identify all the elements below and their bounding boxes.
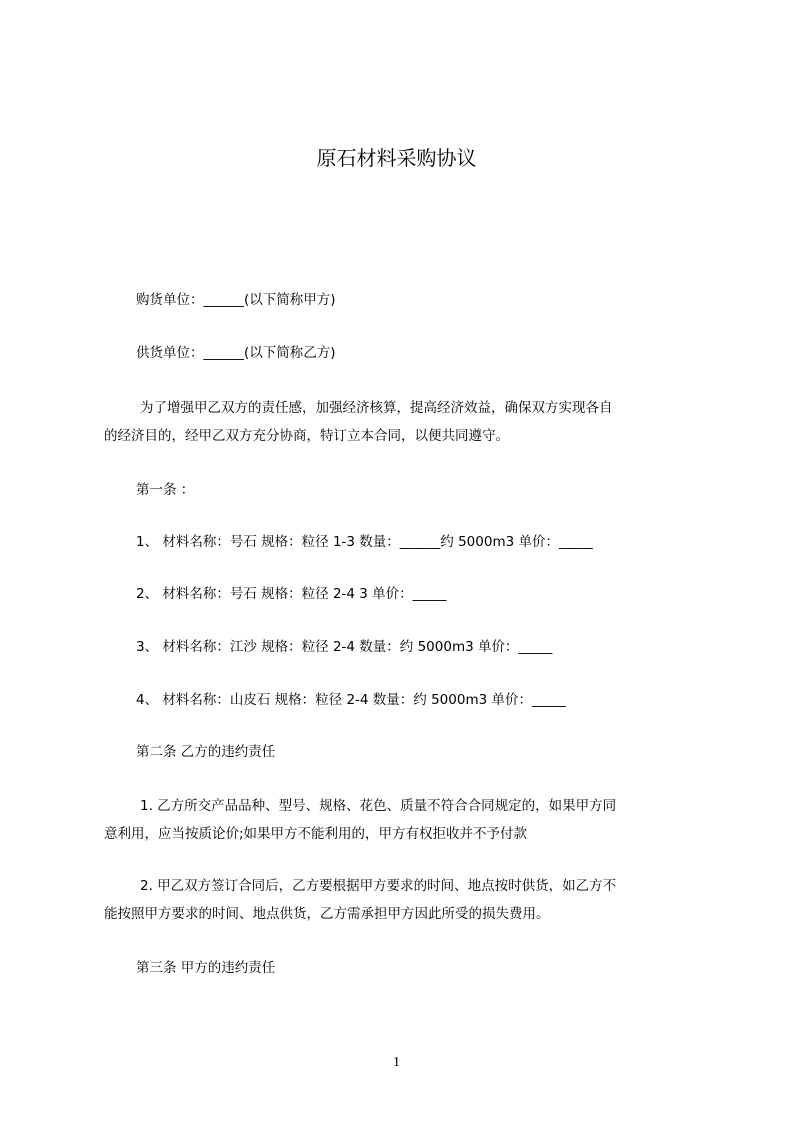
document-title: 原石材料采购协议 (316, 146, 477, 170)
supplier-line: 供货单位：______(以下简称乙方) (136, 345, 336, 361)
page-number: 1 (393, 1055, 400, 1070)
article-1-heading: 第一条 ： (136, 482, 195, 498)
intro-line-2: 的经济目的，经甲乙双方充分协商，特订立本合同，以便共同遵守。 (104, 428, 509, 444)
article-3-heading: 第三条 甲方的违约责任 (136, 960, 276, 976)
clause-2-line-2: 能按照甲方要求的时间、地点供货，乙方需承担甲方因此所受的损失费用。 (104, 906, 550, 922)
material-item: 2、 材料名称：号石 规格：粒径 2-4 3 单价：_____ (136, 586, 447, 602)
clause-1-line-2: 意利用，应当按质论价;如果甲方不能利用的，甲方有权拒收并不予付款 (104, 826, 528, 842)
clause-1-line-1: 1. 乙方所交产品品种、型号、规格、花色、质量不符合合同规定的，如果甲方同 (140, 798, 617, 814)
buyer-line: 购货单位：______(以下简称甲方) (136, 292, 336, 308)
material-item: 1、 材料名称：号石 规格：粒径 1-3 数量：______约 5000m3 单价：_____ (136, 534, 593, 550)
material-item: 3、 材料名称：江沙 规格：粒径 2-4 数量：约 5000m3 单价：_____ (136, 639, 553, 655)
clause-2-line-1: 2. 甲乙双方签订合同后，乙方要根据甲方要求的时间、地点按时供货，如乙方不 (140, 878, 617, 894)
article-2-heading: 第二条 乙方的违约责任 (136, 744, 276, 760)
intro-line-1: 为了增强甲乙双方的责任感，加强经济核算，提高经济效益，确保双方实现各自 (140, 400, 613, 416)
material-item: 4、 材料名称：山皮石 规格：粒径 2-4 数量：约 5000m3 单价：_____ (136, 692, 566, 708)
